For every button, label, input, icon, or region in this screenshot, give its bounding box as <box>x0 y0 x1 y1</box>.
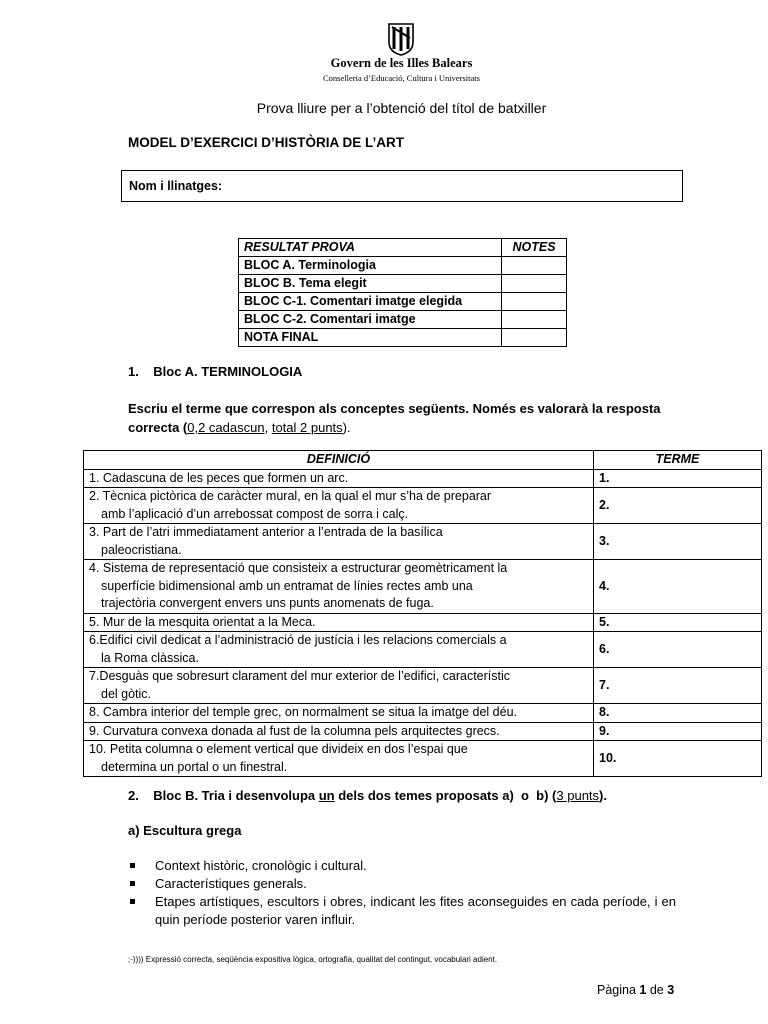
results-header-row <box>239 239 567 257</box>
definition-text: 9. Curvatura convexa donada al fust de la columna pels arquitectes grecs. <box>89 723 500 738</box>
definition-cell <box>84 722 594 741</box>
definition-text-cont: determina un portal o un finestral. <box>101 759 288 774</box>
term-cell[interactable]: 7. <box>594 668 762 704</box>
section2-end: ). <box>599 788 607 803</box>
definition-text: 5. Mur de la mesquita orientat a la Meca. <box>89 614 316 629</box>
term-cell[interactable]: 4. <box>594 560 762 614</box>
instr-points-each: 0,2 cadascun <box>187 420 265 435</box>
results-row <box>239 275 567 293</box>
term-cell[interactable]: 3. <box>594 524 762 560</box>
definition-row <box>84 560 762 614</box>
footnote: ;-)))) Expressió correcta, seqüència expositiva lògica, ortografia, qualitat del contingut, vocabulari adient. <box>128 955 498 964</box>
topic-a-bullet-list <box>128 857 676 929</box>
term-cell[interactable]: 5. <box>594 613 762 632</box>
results-row <box>239 329 567 347</box>
exam-title: Prova lliure per a l’obtenció del títol de batxiller <box>256 100 547 116</box>
results-row-label: BLOC C-2. Comentari imatge <box>239 311 502 329</box>
notes-cell[interactable] <box>502 275 567 293</box>
list-item: Context històric, cronològic i cultural. <box>128 857 676 875</box>
definition-text: 10. Petita columna o element vertical que divideix en dos l’espai que <box>89 742 468 756</box>
notes-cell[interactable] <box>502 293 567 311</box>
results-row-label: BLOC A. Terminologia <box>239 257 502 275</box>
results-table <box>238 238 567 347</box>
definition-text: 8. Cambra interior del temple grec, on normalment se situa la imatge del déu. <box>89 705 517 719</box>
instr-text: Escriu el terme que correspon als conceptes següents. Només es valorarà la resposta correcta ( <box>128 401 661 435</box>
definition-cell <box>84 704 594 723</box>
results-row-label: BLOC C-1. Comentari imatge elegida <box>239 293 502 311</box>
definition-row <box>84 704 762 723</box>
instr-points-total: total 2 punts <box>271 420 343 435</box>
definitions-header-row <box>84 451 762 470</box>
name-field[interactable] <box>121 170 683 202</box>
section2-emphasis: un <box>318 788 335 803</box>
results-col-header: RESULTAT PROVA <box>239 239 502 257</box>
section2-text-cont: dels dos temes proposats a) o b) ( <box>334 788 557 803</box>
results-row <box>239 311 567 329</box>
government-title: Govern de les Illes Balears <box>330 56 473 70</box>
definition-text-cont: del gòtic. <box>101 686 152 701</box>
section1-heading: 1. Bloc A. TERMINOLOGIA <box>128 364 303 379</box>
definition-row <box>84 632 762 668</box>
section2-heading <box>128 788 607 803</box>
balearic-crest-icon <box>388 22 414 56</box>
definition-row <box>84 741 762 777</box>
notes-cell[interactable] <box>502 257 567 275</box>
term-col-header: TERME <box>594 451 762 470</box>
term-cell[interactable]: 9. <box>594 722 762 741</box>
definition-text-cont: amb l’aplicació d’un arrebossat compost de sorra i calç. <box>101 506 409 521</box>
page-current: 1 <box>639 983 647 997</box>
definition-row <box>84 488 762 524</box>
definition-text: 1. Cadascuna de les peces que formen un arc. <box>89 470 349 485</box>
term-cell[interactable]: 10. <box>594 741 762 777</box>
definition-text: 7.Desguàs que sobresurt clarament del mur exterior de l’edifici, característic <box>89 669 511 683</box>
term-cell[interactable]: 6. <box>594 632 762 668</box>
results-row <box>239 257 567 275</box>
section1-instructions <box>128 399 688 437</box>
definition-cell <box>84 560 594 614</box>
term-cell[interactable]: 2. <box>594 488 762 524</box>
notes-cell[interactable] <box>502 329 567 347</box>
instr-sep: , <box>264 420 272 435</box>
list-item: Característiques generals. <box>128 875 676 893</box>
definition-cell <box>84 613 594 632</box>
definition-text-cont: paleocristiana. <box>101 542 182 557</box>
results-row <box>239 293 567 311</box>
definition-cell <box>84 668 594 704</box>
topic-a-heading: a) Escultura grega <box>128 823 242 838</box>
section2-points: 3 punts <box>556 788 600 803</box>
definition-row <box>84 469 762 488</box>
definition-text-cont: la Roma clàssica. <box>101 650 199 665</box>
definition-text-cont: superfície bidimensional amb un entramat de línies rectes amb una <box>101 578 473 593</box>
page-label: Pàgina <box>597 983 636 997</box>
definition-col-header: DEFINICIÓ <box>84 451 594 470</box>
definition-text-cont: trajectòria convergent envers uns punts anomenats de fuga. <box>101 596 434 610</box>
definition-row <box>84 668 762 704</box>
page-number <box>597 983 674 997</box>
model-title: MODEL D’EXERCICI D’HISTÒRIA DE L’ART <box>128 135 405 150</box>
term-cell[interactable]: 8. <box>594 704 762 723</box>
definitions-table <box>83 450 762 777</box>
definition-text: 4. Sistema de representació que consisteix a estructurar geomètricament la <box>89 561 508 575</box>
instr-end: ). <box>342 420 351 435</box>
term-cell[interactable]: 1. <box>594 469 762 488</box>
definition-cell <box>84 488 594 524</box>
definition-text: 3. Part de l’atri immediatament anterior a l’entrada de la basílica <box>89 525 443 539</box>
definition-row <box>84 524 762 560</box>
section2-text: 2. Bloc B. Tria i desenvolupa <box>128 788 319 803</box>
definition-cell <box>84 632 594 668</box>
definition-cell <box>84 741 594 777</box>
definition-row <box>84 613 762 632</box>
definition-row <box>84 722 762 741</box>
notes-cell[interactable] <box>502 311 567 329</box>
notes-col-header: NOTES <box>502 239 567 257</box>
list-item: Etapes artístiques, escultors i obres, indicant les fites aconseguides en cada període, i en quin període posterior varen influir. <box>128 893 676 929</box>
results-row-label: BLOC B. Tema elegit <box>239 275 502 293</box>
definition-cell <box>84 469 594 488</box>
definition-text: 6.Edifici civil dedicat a l’administració de justícia i les relacions comercials a <box>89 633 507 647</box>
name-field-label: Nom i llinatges: <box>129 179 223 193</box>
definition-text: 2. Tècnica pictòrica de caràcter mural, en la qual el mur s’ha de preparar <box>89 489 492 503</box>
page-of: de <box>649 983 664 997</box>
page-total: 3 <box>667 983 675 997</box>
definition-cell <box>84 524 594 560</box>
results-row-label: NOTA FINAL <box>239 329 502 347</box>
department-name: Conselleria d’Educació, Cultura i Universitats <box>323 73 480 83</box>
